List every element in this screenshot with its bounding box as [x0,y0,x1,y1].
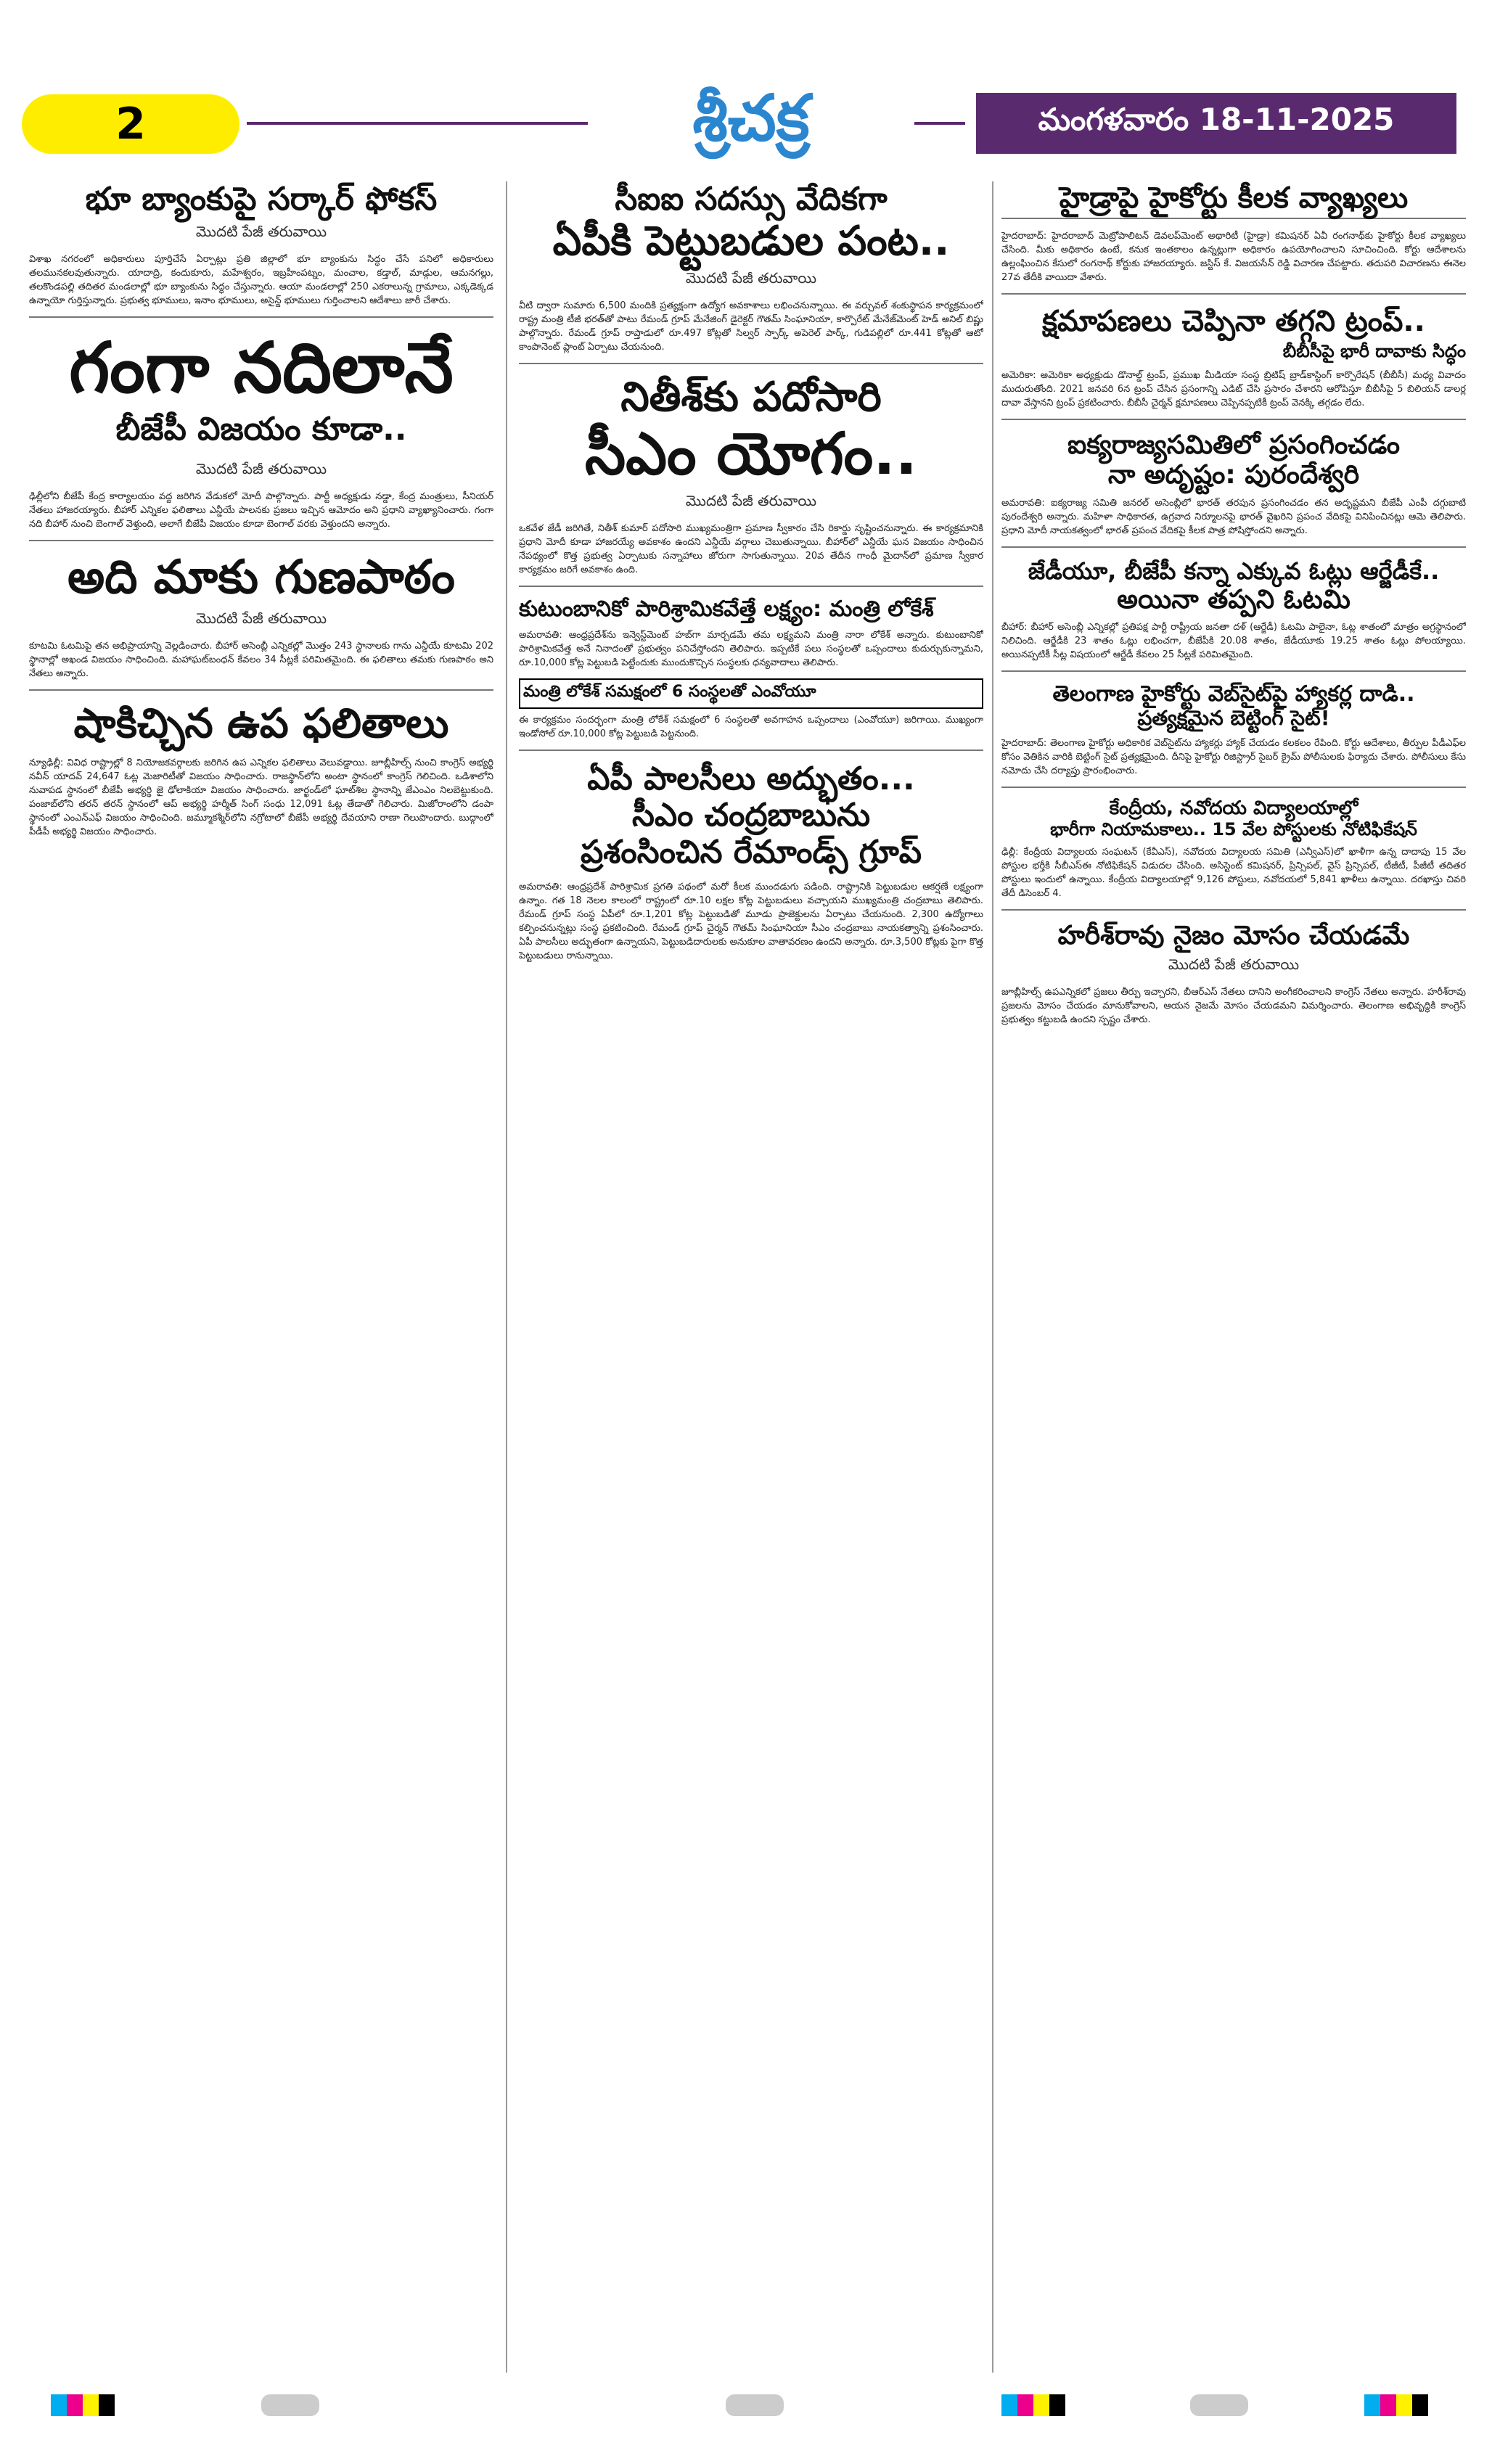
subheadline-bjp-victory: బీజేపీ విజయం కూడా.. [115,410,407,448]
masthead-divider-left [247,122,588,125]
cyan-swatch [1001,2394,1017,2416]
article-body: అమరావతి: ఐక్యరాజ్య సమితి జనరల్ అసెంబ్లీలో భారత్ తరపున ప్రసంగించడం తన అదృష్టమని బీజేపీ ఎంపీ దగ్గుబాటి పురందేశ్వరి అన్నారు. మహిళా సాధికారత, ఉగ్రవాద నిర్మూలనపై భారత్ వైఖరిని ప్రపంచ వేదికపై వినిపించినట్లు ఆమె తెలిపారు. ప్రధాని మోదీ నాయకత్వంలో భారత్ ప్రపంచ వేదికపై కీలక పాత్ర పోషిస్తోందని అన్నారు. [1001,497,1466,536]
headline-purandeswari-line1: ఐక్యరాజ్యసమితిలో ప్రసంగించడం [1067,430,1400,460]
headline-lesson: అది మాకు గుణపాఠం [67,550,455,604]
divider [1001,909,1466,911]
divider [1001,546,1466,548]
article-body: ఢిల్లీ: కేంద్రీయ విద్యాలయ సంఘటన్ (కేవీఎస్), నవోదయ విద్యాలయ సమితి (ఎన్వీఎస్)లో ఖాళీగా ఉన్న దాదాపు 15 వేల పోస్టుల భర్తీకి సీబీఎస్‌ఈ నోటిఫికేషన్ విడుదల చేసింది. అసిస్టెంట్ కమిషనర్, ప్రిన్సిపల్, వైస్ ప్రిన్సిపల్, టీజీటీ, పీజీటీ తదితర పోస్టులు ఇందులో ఉన్నాయి. కేంద్రీయ విద్యాలయాల్లో 9,126 పోస్టులు, నవోదయలో 5,841 ఖాళీలు ఉన్నాయి. దరఖాస్తు చివరి తేదీ డిసెంబర్ 4. [1001,847,1466,900]
magenta-swatch [1380,2394,1396,2416]
headline-highcourt-hack-line1: తెలంగాణ హైకోర్టు వెబ్‌సైట్‌పై హ్యాకర్ల దాడి.. [1052,681,1415,707]
article-body: ఈ కార్యక్రమం సందర్భంగా మంత్రి లోకేశ్ సమక్షంలో 6 సంస్థలతో అవగాహన ఒప్పందాలు (ఎంవోయూ) జరిగాయి. ముఖ్యంగా ఇండోసోల్ రూ.10,000 కోట్ల పెట్టుబడి పెట్టనుంది. [519,714,983,739]
article-body: ఒకవేళ జేడీ జరిగితే, నితీశ్ కుమార్ పదోసారి ముఖ్యమంత్రిగా ప్రమాణ స్వీకారం చేసి రికార్డు సృష్టించనున్నారు. ఈ కార్యక్రమానికి ప్రధాని మోదీ కూడా హాజరయ్యే అవకాశం ఉందని ఎన్డీయే వర్గాలు చెబుతున్నాయి. బీహార్‌లో ఎన్డీయే ఘన విజయం సాధించిన నేపథ్యంలో కొత్త ప్రభుత్వ ఏర్పాటుకు సన్నాహాలు జోరుగా సాగుతున్నాయి. 20వ తేదీన గాంధీ మైదాన్‌లో ప్రమాణ స్వీకార కార్యక్రమం జరిగే అవకాశం ఉంది. [519,523,983,576]
magenta-swatch [1017,2394,1033,2416]
magenta-swatch [67,2394,83,2416]
headline-cii-line2: ఏపీకి పెట్టుబడుల పంట.. [552,217,950,265]
registration-pill [726,2394,784,2416]
article-body: కూటమి ఓటమిపై తన అభిప్రాయాన్ని వెల్లడించారు. బీహార్ అసెంబ్లీ ఎన్నికల్లో మొత్తం 243 స్థానాలకు గాను ఎన్డీయే కూటమి 202 స్థానాల్లో అఖండ విజయం సాధించింది. మహాఘట్‌బంధన్ కేవలం 34 సీట్లకే పరిమితమైంది. ఈ ఫలితాలు తమకు గుణపాఠం అని నేతలు అన్నారు. [29,640,493,679]
byline: మొదటి పేజీ తరువాయి [195,609,327,627]
headline-bypoll-results: షాకిచ్చిన ఉప ఫలితాలు [73,699,449,747]
divider [519,586,983,587]
column-right [1001,181,1466,2373]
divider [29,316,493,318]
registration-pill [1190,2394,1248,2416]
masthead-brand: శ్రీచక్ర [692,80,810,155]
black-swatch [1412,2394,1428,2416]
headline-kvs-line2: భారీగా నియామకాలు.. 15 వేల పోస్టులకు నోటిఫికేషన్ [1050,818,1417,839]
article-body: జూబ్లీహిల్స్ ఉపఎన్నికలో ప్రజలు తీర్పు ఇచ్చారని, బీఆర్ఎస్ నేతలు దానిని అంగీకరించాలని కాంగ్రెస్ నేతలు అన్నారు. హరీశ్‌రావు ప్రజలను మోసం చేయడం మానుకోవాలని, ఆయన నైజమే మోసం చేయడమని విమర్శించారు. తెలంగాణ అభివృద్ధికి కాంగ్రెస్ ప్రభుత్వం కట్టుబడి ఉందని స్పష్టం చేశారు. [1001,986,1466,1025]
headline-nitish-line1: నితీశ్‌కు పదోసారి [620,373,882,421]
column-divider [992,181,993,2373]
column-divider [506,181,507,2373]
subheadline-bbc: బీబీసీపై భారీ దావాకు సిద్ధం [1282,341,1466,361]
headline-land-bank: భూ బ్యాంకుపై సర్కార్ ఫోకస్ [85,181,438,218]
black-swatch [99,2394,115,2416]
headline-rjd-line2: అయినా తప్పని ఓటమి [1117,584,1351,615]
cyan-swatch [1364,2394,1380,2416]
headline-hydraa: హైడ్రాపై హైకోర్టు కీలక వ్యాఖ్యలు [1059,181,1409,215]
headline-rjd-line1: జేడీయూ, బీజేపీ కన్నా ఎక్కువ ఓట్లు ఆర్జేడీకే.. [1028,557,1440,585]
article-body: బీహార్: బీహార్ అసెంబ్లీ ఎన్నికల్లో ప్రతిపక్ష పార్టీ రాష్ట్రీయ జనతా దళ్ (ఆర్జేడీ) ఓటమి పాలైనా, ఓట్ల శాతంలో మాత్రం అగ్రస్థానంలో నిలిచింది. ఆర్జేడీకి 23 శాతం ఓట్లు లభించగా, బీజేపీకి 20.08 శాతం, జేడీయూకు 19.25 శాతం ఓట్లు పోలయ్యాయి. అయినప్పటికీ సీట్ల విషయంలో ఆర్జేడీ కేవలం 25 సీట్లకే పరిమితమైంది. [1001,621,1466,660]
inset-heading-mou [519,678,983,709]
headline-trump: క్షమాపణలు చెప్పినా తగ్గని ట్రంప్.. [1042,305,1425,338]
byline: మొదటి పేజీ తరువాయి [685,268,817,287]
registration-pill [261,2394,319,2416]
divider [1001,419,1466,420]
headline-cii-line1: సీఐఐ సదస్సు వేదికగా [615,181,888,218]
headline-raymond-line3: ప్రశంసించిన రేమాండ్స్ గ్రూప్ [580,834,922,871]
byline: మొదటి పేజీ తరువాయి [195,459,327,477]
headline-ganga: గంగా నదిలానే [69,327,454,408]
divider [1001,293,1466,295]
headline-kvs-line1: కేంద్రీయ, నవోదయ విద్యాలయాల్లో [1109,797,1358,819]
article-body: న్యూఢిల్లీ: వివిధ రాష్ట్రాల్లో 8 నియోజకవర్గాలకు జరిగిన ఉప ఎన్నికల ఫలితాలు వెలువడ్డాయి. జూబ్లీహిల్స్ నుంచి కాంగ్రెస్ అభ్యర్థి నవీన్ యాదవ్ 24,647 ఓట్ల మెజారిటీతో విజయం సాధించారు. రాజస్థాన్‌లోని అంటా స్థానంలో కాంగ్రెస్ గెలిచింది. ఒడిశాలోని నువాపడ స్థానంలో బీజేపీ అభ్యర్థి జై ఢోలాకియా విజయం సాధించారు. జార్ఖండ్‌లో ఘాట్‌శిల స్థానాన్ని జేఎంఎం నిలబెట్టుకుంది. పంజాబ్‌లోని తరన్ తరన్ స్థానంలో ఆప్ అభ్యర్థి హర్మీత్ సింగ్ సంధు 12,091 ఓట్ల తేడాతో గెలిచారు. మిజోరాంలోని డంపా స్థానంలో ఎంఎన్‌ఎఫ్ విజయం సాధించింది. జమ్మూకశ్మీర్‌లోని నగ్రోటాలో బీజేపీ అభ్యర్థి దేవయాని రాణా గెలుపొందారు. బుద్గాంలో పీడీపీ అభ్యర్థి విజయం సాధించారు. [29,757,493,837]
column-middle [519,181,983,2373]
page-number: 2 [115,99,146,149]
yellow-swatch [83,2394,99,2416]
byline: మొదటి పేజీ తరువాయి [1168,955,1300,973]
article-body: హైదరాబాద్: హైదరాబాద్ మెట్రోపాలిటన్ డెవలప్‌మెంట్ అథారిటీ (హైడ్రా) కమిషనర్ ఏవీ రంగనాథ్‌కు హైకోర్టు కీలక వ్యాఖ్యలు చేసింది. మీకు అధికారం ఉంటే, కనుక ఇంతకాలం ఉన్నట్లుగా అధికారం ఉపయోగించాలని సూచించింది. కోర్టు ఆదేశాలను ఉల్లంఘించిన కేసులో రంగనాథ్ కోర్టుకు హాజరయ్యారు. జస్టిస్ కే. విజయసేన్ రెడ్డి విచారణ చేపట్టారు. తదుపరి విచారణను ఈనెల 27వ తేదీకి వాయిదా వేశారు. [1001,231,1466,283]
divider [1001,218,1466,219]
color-registration-marks [1364,2394,1428,2416]
divider [29,540,493,541]
divider [29,689,493,691]
headline-purandeswari-line2: నా అదృష్టం: పురందేశ్వరి [1107,460,1360,490]
article-body: అమరావతి: ఆంధ్రప్రదేశ్ పారిశ్రామిక ప్రగతి పథంలో మరో కీలక ముందడుగు పడింది. రాష్ట్రానికి పెట్టుబడుల ఆకర్షణే లక్ష్యంగా ఉన్నాం. గత 18 నెలల కాలంలో రాష్ట్రంలో రూ.10 లక్షల కోట్ల పెట్టుబడులు వచ్చాయని ముఖ్యమంత్రి చంద్రబాబు తెలిపారు. రేమండ్ గ్రూప్ సంస్థ ఏపీలో రూ.1,201 కోట్ల పెట్టుబడితో మూడు ప్రాజెక్టులను ఏర్పాటు చేయనుంది. 2,300 ఉద్యోగాలు కల్పించనున్నట్లు సంస్థ ప్రకటించింది. రేమండ్ గ్రూప్ చైర్మన్ గౌతమ్ సింఘానియా సీఎం చంద్రబాబు నాయకత్వాన్ని ప్రశంసించారు. ఏపీ పాలసీలు అద్భుతంగా ఉన్నాయని, పెట్టుబడిదారులకు అనుకూల వాతావరణం ఉందని అన్నారు. రూ.3,500 కోట్లకు పైగా కొత్త పెట్టుబడులు రానున్నాయి. [519,881,983,961]
divider [1001,787,1466,788]
headline-raymond-line2: సీఎం చంద్రబాబును [631,797,871,834]
byline: మొదటి పేజీ తరువాయి [195,222,327,240]
inset-heading-text: మంత్రి లోకేశ్ సమక్షంలో 6 సంస్థలతో ఎంవోయూ [523,682,816,701]
article-body: ఢిల్లీలోని బీజేపీ కేంద్ర కార్యాలయం వద్ద జరిగిన వేడుకలో మోదీ పాల్గొన్నారు. పార్టీ అధ్యక్షుడు నడ్డా, కేంద్ర మంత్రులు, సీనియర్ నేతలు హాజరయ్యారు. బీహార్ ఎన్నికల ఫలితాలు ఎన్డీయే పాలనకు ప్రజలు ఇచ్చిన ఆమోదం అని ప్రధాని వ్యాఖ్యానించారు. గంగా నది బీహార్ నుంచి బెంగాల్ వెళ్తుంది, అలాగే బీజేపీ విజయం కూడా బెంగాల్ వరకు వెళ్తుందని అన్నారు. [29,490,493,530]
article-body: హైదరాబాద్: తెలంగాణ హైకోర్టు అధికారిక వెబ్‌సైట్‌ను హ్యాకర్లు హ్యాక్ చేయడం కలకలం రేపింది. కోర్టు ఆదేశాలు, తీర్పుల పీడీఎఫ్‌ల కోసం వెతికిన వారికి బెట్టింగ్ సైట్ ప్రత్యక్షమైంది. దీనిపై హైకోర్టు రిజిస్ట్రార్ సైబర్ క్రైమ్ పోలీసులకు ఫిర్యాదు చేశారు. పోలీసులు కేసు నమోదు చేసి దర్యాప్తు ప్రారంభించారు. [1001,737,1466,776]
headline-nitish-line2: సీఎం యోగం.. [585,420,917,488]
article-body: వీటి ద్వారా సుమారు 6,500 మందికి ప్రత్యక్షంగా ఉద్యోగ అవకాశాలు లభించనున్నాయి. ఈ వర్చువల్ శంకుస్థాపన కార్యక్రమంలో రాష్ట్ర మంత్రి టీజీ భరత్‌తో పాటు రేమండ్ గ్రూప్ మేనేజింగ్ డైరెక్టర్ గౌతమ్ సింఘానియా, కార్పొరేట్ మేనేజ్‌మెంట్ హెడ్ అనిల్ బిష్ణు పాల్గొన్నారు. రేమండ్ గ్రూప్ రాప్తాడులో రూ.497 కోట్లతో సిల్వర్ స్పార్క్ అపెరెల్ పార్క్, గుడిపల్లిలో రూ.441 కోట్లతో ఆటో కాంపొనెంట్ ప్లాంట్ ఏర్పాటు చేయనుంది. [519,300,983,353]
page-number-badge [22,94,239,154]
cyan-swatch [51,2394,67,2416]
article-body: విశాఖ నగరంలో అధికారులు పూర్తిచేసే ఏర్పాట్లు ప్రతి జిల్లాలో భూ బ్యాంకును సిద్ధం చేసే పనిలో అధికారులు తలమునకలవుతున్నారు. యాదాద్రి, కందుకూరు, మహేశ్వరం, ఇబ్రహీంపట్నం, మంచాల, కడ్తాల్, మాడ్గుల, ఆమనగల్లు, తలకొండపల్లి తదితర మండలాల్లో భూ బ్యాంకును సిద్ధం చేస్తున్నారు. ఆయా మండలాల్లో 250 ఎకరాలున్న గ్రామాలు, ఎక్కడెక్కడ ఉన్నాయో గుర్తిస్తున్నారు. ప్రభుత్వ భూములు, ఇనాం భూములు, అసైన్డ్ భూములు గుర్తించాలని ఆదేశాలు జారీ చేశారు. [29,253,493,306]
article-body: అమరావతి: ఆంధ్రప్రదేశ్‌ను ఇన్వెస్ట్‌మెంట్ హబ్‌గా మార్చడమే తమ లక్ష్యమని మంత్రి నారా లోకేశ్ అన్నారు. కుటుంబానికో పారిశ్రామికవేత్త అనే నినాదంతో ప్రభుత్వం పనిచేస్తోందని తెలిపారు. ఇప్పటికే పలు సంస్థలతో ఒప్పందాలు కుదుర్చుకున్నామని, రూ.10,000 కోట్ల పెట్టుబడి పెట్టేందుకు ముందుకొచ్చిన సంస్థలకు ధన్యవాదాలు తెలిపారు. [519,629,983,668]
masthead-divider-right [914,122,965,125]
issue-date: మంగళవారం 18-11-2025 [976,93,1456,154]
byline: మొదటి పేజీ తరువాయి [685,492,817,510]
headline-raymond-line1: ఏపీ పాలసీలు అద్భుతం... [587,760,915,797]
headline-highcourt-hack-line2: ప్రత్యక్షమైన బెట్టింగ్ సైట్! [1137,706,1330,731]
color-registration-marks [1001,2394,1065,2416]
article-body: అమెరికా: అమెరికా అధ్యక్షుడు డొనాల్డ్ ట్రంప్, ప్రముఖ మీడియా సంస్థ బ్రిటిష్ బ్రాడ్‌కాస్టింగ్ కార్పొరేషన్ (బీబీసీ) మధ్య వివాదం ముదురుతోంది. 2021 జనవరి 6న ట్రంప్ చేసిన ప్రసంగాన్ని ఎడిట్ చేసి ప్రసారం చేశారని ఆరోపిస్తూ బీబీసీపై 5 బిలియన్ డాలర్ల దావా వేస్తానని ట్రంప్ ప్రకటించారు. బీబీసీ చైర్మన్ క్షమాపణలు చెప్పినప్పటికీ ట్రంప్ వెనక్కి తగ్గడం లేదు. [1001,370,1466,408]
color-registration-marks [51,2394,115,2416]
column-left [29,181,493,2373]
yellow-swatch [1033,2394,1049,2416]
divider [519,750,983,751]
headline-lokesh: కుటుంబానికో పారిశ్రామికవేత్తే లక్ష్యం: మంత్రి లోకేశ్ [519,596,934,623]
divider [1001,670,1466,672]
yellow-swatch [1396,2394,1412,2416]
black-swatch [1049,2394,1065,2416]
divider [519,363,983,364]
headline-harish-rao: హరీశ్‌రావు నైజం మోసం చేయడమే [1057,921,1410,951]
